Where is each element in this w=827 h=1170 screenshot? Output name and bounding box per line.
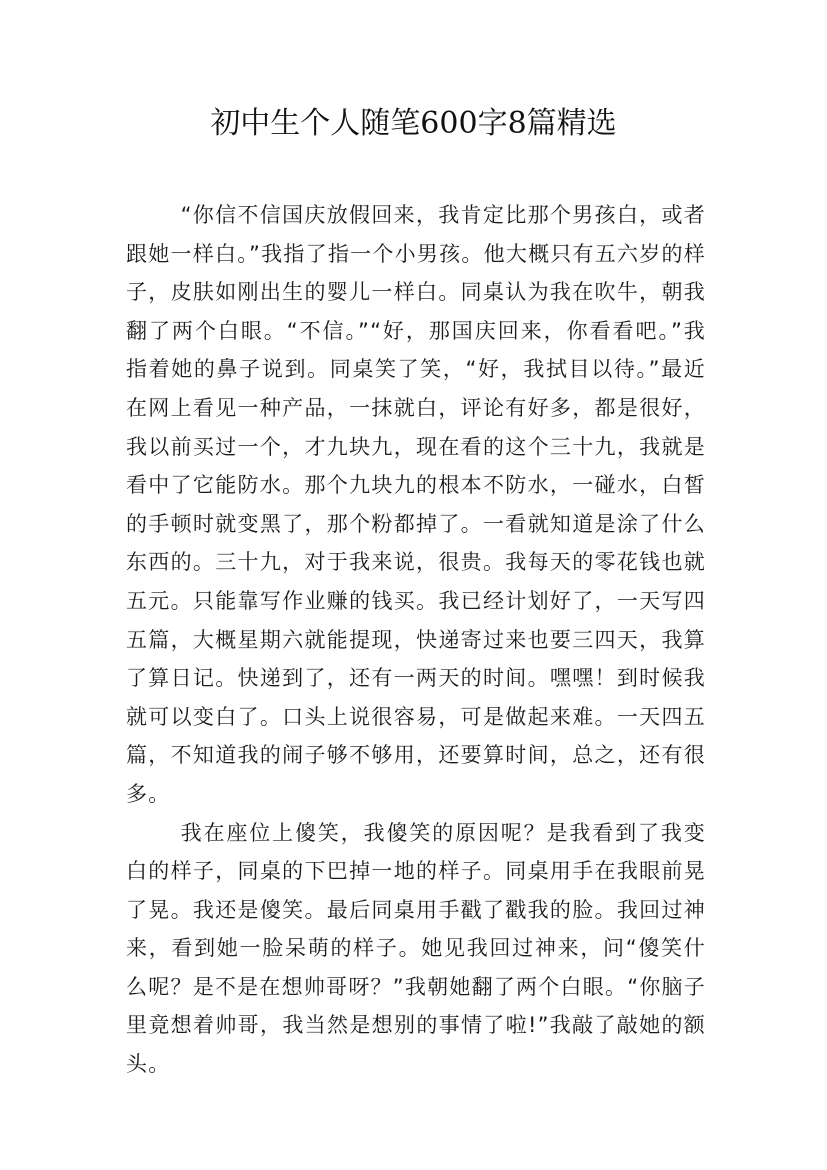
document-title: 初中生个人随笔600字8篇精选 — [210, 106, 617, 141]
document-body — [126, 196, 706, 1084]
paragraph-2: 我在座位上傻笑，我傻笑的原因呢？是我看到了我变白的样子，同桌的下巴掉一地的样子。同桌用手在我眼前晃了晃。我还是傻笑。最后同桌用手戳了戳我的脸。我回过神来，看到她一脸呆萌的样子。她见我回过神来，问“傻笑什么呢？是不是在想帅哥呀？”我朝她翻了两个白眼。“你脑子里竟想着帅哥，我当然是想别的事情了啦!”我敲了敲她的额头。 — [126, 820, 706, 1077]
paragraph-1: “你信不信国庆放假回来，我肯定比那个男孩白，或者跟她一样白。”我指了指一个小男孩。他大概只有五六岁的样子，皮肤如刚出生的婴儿一样白。同桌认为我在吹牛，朝我翻了两个白眼。“不信。”“好，那国庆回来，你看看吧。”我指着她的鼻子说到。同桌笑了笑，“好，我拭目以待。”最近在网上看见一种产品，一抹就白，评论有好多，都是很好，我以前买过一个，才九块九，现在看的这个三十九，我就是看中了它能防水。那个九块九的根本不防水，一碰水，白皙的手顿时就变黑了，那个粉都掉了。一看就知道是涂了什么东西的。三十九，对于我来说，很贵。我每天的零花钱也就五元。只能靠写作业赚的钱买。我已经计划好了，一天写四五篇，大概星期六就能提现，快递寄过来也要三四天，我算了算日记。快递到了，还有一两天的时间。嘿嘿！到时候我就可以变白了。口头上说很容易，可是做起来难。一天四五篇，不知道我的闹子够不够用，还要算时间，总之，还有很多。 — [126, 203, 706, 806]
